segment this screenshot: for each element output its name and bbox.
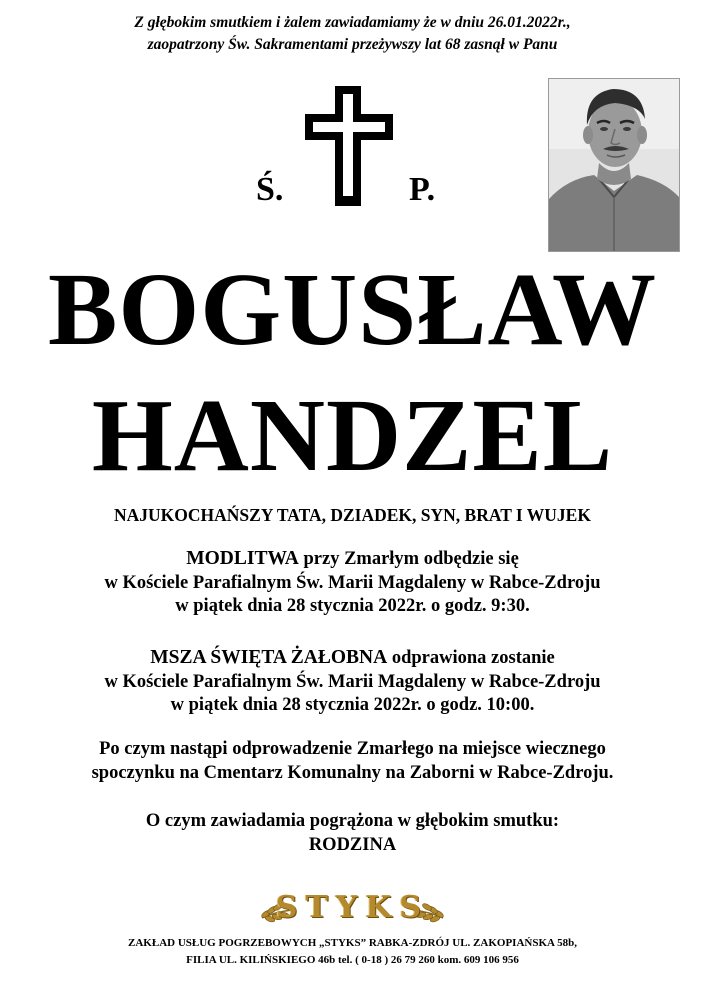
first-name: BOGUSŁAW bbox=[47, 252, 658, 367]
burial-block bbox=[0, 738, 705, 785]
prayer-line-2: w Kościele Parafialnym Św. Marii Magdaleny w Rabce-Zdroju bbox=[104, 572, 601, 593]
intro-line-1: Z głębokim smutkiem i żalem zawiadamiamy że w dniu 26.01.2022r., bbox=[134, 14, 571, 31]
mass-line-1 bbox=[0, 646, 705, 671]
intro-line-2: zaopatrzony Św. Sakramentami przeżywszy lat 68 zasnął w Panu bbox=[147, 36, 558, 53]
deceased-description: NAJUKOCHAŃSZY TATA, DZIADEK, SYN, BRAT I WUJEK bbox=[114, 505, 591, 525]
last-name: HANDZEL bbox=[91, 378, 614, 493]
burial-line-2: spoczynku na Cmentarz Komunalny na Zaborni w Rabce-Zdroju. bbox=[91, 762, 614, 783]
right-mark: P. bbox=[409, 171, 436, 208]
mass-line-1-rest: odprawiona zostanie bbox=[387, 648, 555, 668]
burial-line-1: Po czym nastąpi odprowadzenie Zmarłego na miejsce wiecznego bbox=[99, 739, 606, 759]
closing-signature: RODZINA bbox=[308, 834, 397, 855]
portrait-photo bbox=[548, 78, 680, 252]
left-mark: Ś. bbox=[256, 171, 284, 208]
closing-line-1: O czym zawiadamia pogrążona w głębokim smutku: bbox=[145, 811, 560, 831]
mass-line-2: w Kościele Parafialnym Św. Marii Magdaleny w Rabce-Zdroju bbox=[104, 671, 601, 692]
footer-line-2: FILIA UL. KILIŃSKIEGO 46b tel. ( 0-18 ) 26 79 260 kom. 609 106 956 bbox=[186, 954, 519, 966]
prayer-line-3: w piątek dnia 28 stycznia 2022r. o godz. 9:30. bbox=[175, 596, 530, 616]
footer bbox=[0, 935, 705, 969]
mass-line-3: w piątek dnia 28 stycznia 2022r. o godz. 10:00. bbox=[170, 695, 535, 715]
styks-logo: STYKS bbox=[275, 890, 430, 925]
intro-text bbox=[0, 12, 705, 56]
cross-icon bbox=[303, 84, 395, 208]
closing-block bbox=[0, 810, 705, 857]
mass-block bbox=[0, 646, 705, 718]
prayer-lead: MODLITWA bbox=[186, 548, 299, 569]
footer-line-1: ZAKŁAD USŁUG POGRZEBOWYCH „STYKS” RABKA-ZDRÓJ UL. ZAKOPIAŃSKA 58b, bbox=[128, 937, 577, 949]
prayer-block bbox=[0, 547, 705, 619]
mass-lead: MSZA ŚWIĘTA ŻAŁOBNA bbox=[150, 647, 388, 668]
prayer-line-1-rest: przy Zmarłym odbędzie się bbox=[298, 549, 519, 569]
prayer-line-1 bbox=[0, 547, 705, 572]
